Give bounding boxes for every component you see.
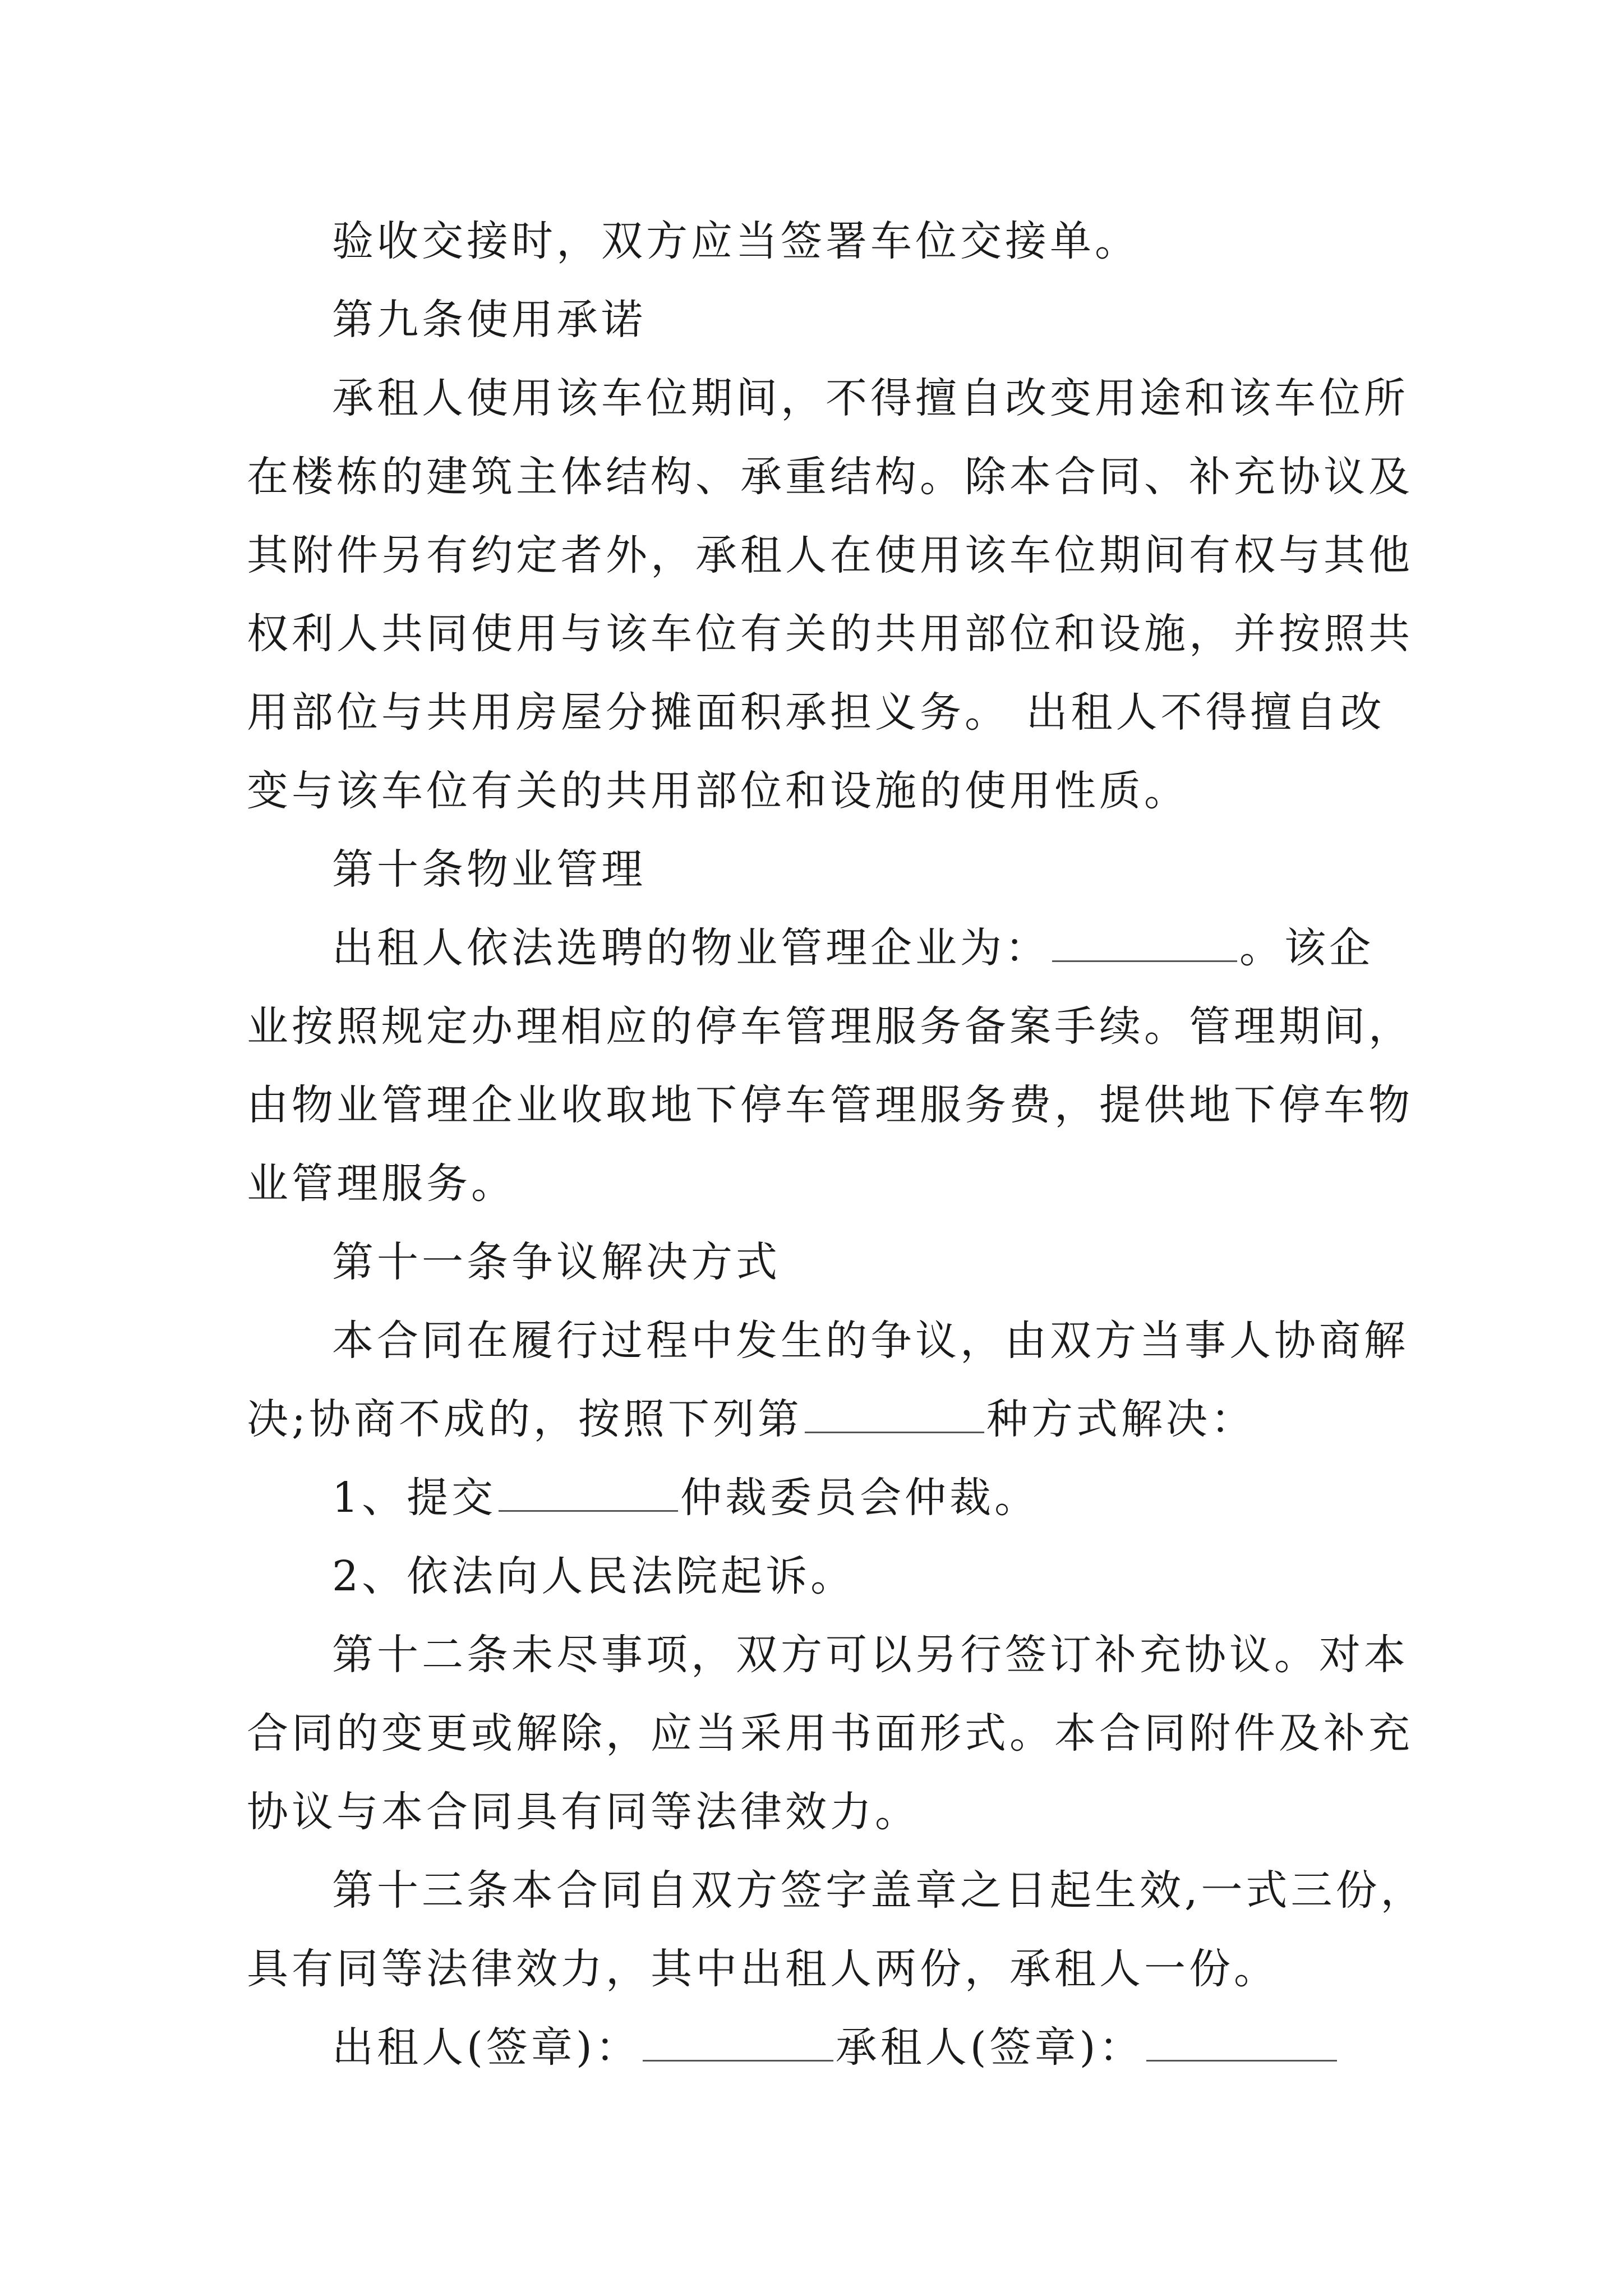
paragraph-line: 本合同在履行过程中发生的争议，由双方当事人协商解: [332, 1317, 1409, 1365]
paragraph-line: 第十三条本合同自双方签字盖章之日起生效,一式三份，: [332, 1866, 1426, 1915]
line-text-before: 1、提交: [332, 1474, 497, 1522]
paragraph-line-with-blank: [247, 1380, 1391, 1458]
list-item-with-blank: [247, 1458, 1391, 1537]
paragraph-line: 合同的变更或解除，应当采用书面形式。本合同附件及补充: [247, 1709, 1413, 1757]
paragraph-line: 用部位与共用房屋分摊面积承担义务。 出租人不得擅自改: [247, 688, 1385, 737]
line-text-after: 。该企: [1239, 924, 1374, 972]
line-text-after: 种方式解决：: [986, 1395, 1256, 1443]
article-heading-11: 第十一条争议解决方式: [332, 1238, 781, 1286]
article-heading-9: 第九条使用承诺: [332, 296, 646, 344]
lessee-signature-blank: [1146, 2021, 1337, 2062]
paragraph-line: 验收交接时，双方应当签署车位交接单。: [332, 217, 1140, 265]
lessor-signature-blank: [643, 2021, 833, 2062]
paragraph-line-with-blank: [247, 909, 1391, 987]
document-body: [247, 202, 1426, 2087]
lessee-signature-label: 承租人(签章)：: [835, 2023, 1144, 2072]
paragraph-line: 具有同等法律效力，其中出租人两份，承租人一份。: [247, 1945, 1279, 1993]
paragraph-line: 第十二条未尽事项，双方可以另行签订补充协议。对本: [332, 1631, 1409, 1679]
paragraph-line: 业按照规定办理相应的停车管理服务备案手续。管理期间，: [247, 1002, 1413, 1051]
resolution-method-blank: [805, 1392, 984, 1433]
paragraph-line: 业管理服务。: [247, 1159, 516, 1208]
paragraph-line: 在楼栋的建筑主体结构、承重结构。除本合同、补充协议及: [247, 453, 1413, 501]
paragraph-line: 由物业管理企业收取地下停车管理服务费，提供地下停车物: [247, 1081, 1413, 1129]
paragraph-line: 其附件另有约定者外，承租人在使用该车位期间有权与其他: [247, 531, 1413, 579]
signature-line: [247, 2008, 1391, 2087]
paragraph-line: 承租人使用该车位期间，不得擅自改变用途和该车位所: [332, 374, 1409, 422]
paragraph-line: 权利人共同使用与该车位有关的共用部位和设施，并按照共: [247, 610, 1413, 658]
paragraph-line: 协议与本合同具有同等法律效力。: [247, 1788, 920, 1836]
article-heading-10: 第十条物业管理: [332, 845, 646, 894]
lessor-signature-label: 出租人(签章)：: [332, 2023, 640, 2072]
paragraph-line: 变与该车位有关的共用部位和设施的使用性质。: [247, 767, 1189, 815]
list-item: 2、依法向人民法院起诉。: [332, 1552, 856, 1600]
line-text-before: 决;协商不成的，按照下列第: [247, 1395, 803, 1443]
arbitration-committee-blank: [499, 1471, 678, 1512]
line-text-before: 出租人依法选聘的物业管理企业为：: [332, 924, 1050, 972]
line-text-after: 仲裁委员会仲裁。: [680, 1474, 1040, 1522]
property-company-blank: [1052, 921, 1237, 962]
